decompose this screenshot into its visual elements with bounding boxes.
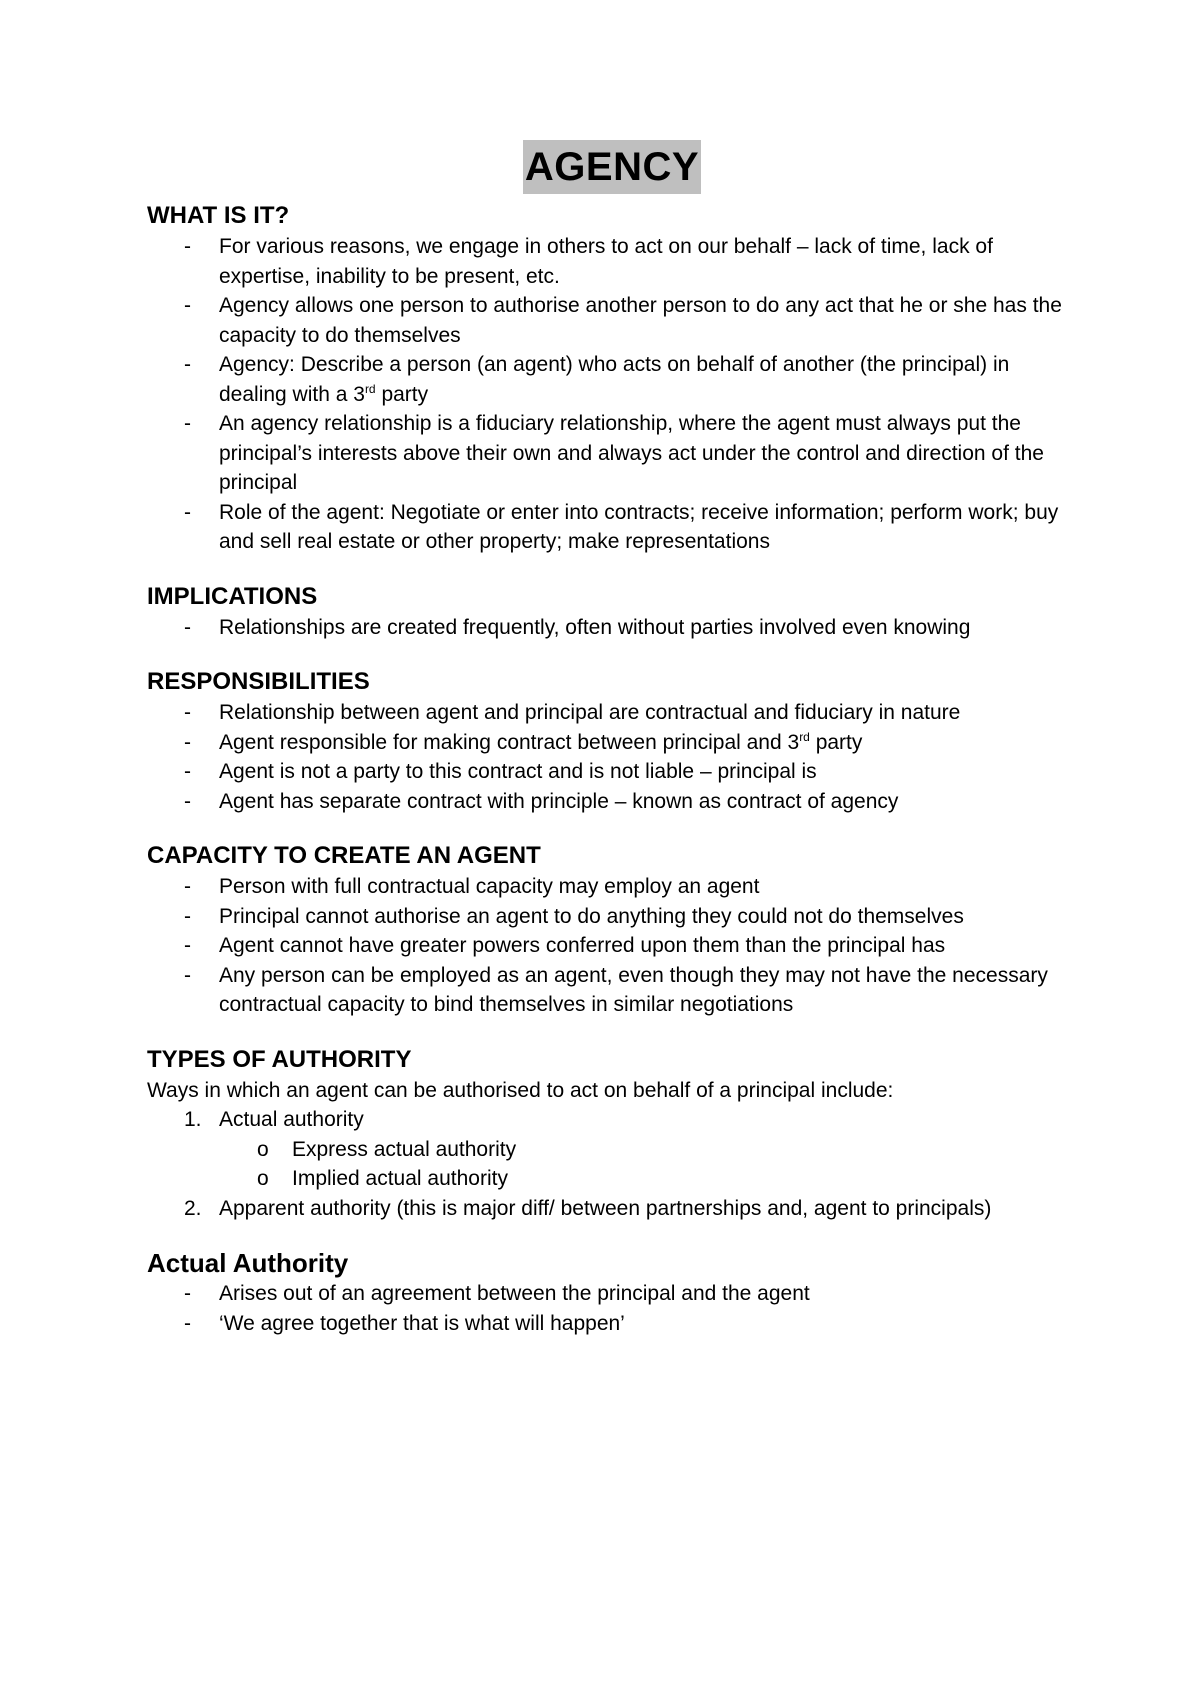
section-actual-authority [147,1247,1077,1338]
bullet-list [147,613,1077,643]
list-item-text: An agency relationship is a fiduciary relationship, where the agent must always put the principal’s interests above their own and always act under the control and direction of the principal [219,412,1044,494]
list-item-text: Agent cannot have greater powers conferred upon them than the principal has [219,934,946,957]
list-marker: - [184,760,191,783]
section-heading: RESPONSIBILITIES [147,668,370,695]
list-item-text: Relationship between agent and principal are contractual and fiduciary in nature [219,701,961,724]
list-item-text: Agency: Describe a person (an agent) who acts on behalf of another (the principal) in dealing with a 3rd party [219,353,1010,406]
list-item-text: Actual authority [219,1108,364,1131]
list-marker: - [184,904,191,928]
list-item [147,698,1077,728]
list-item-text: Agent is not a party to this contract and is not liable – principal is [219,760,817,783]
list-item-text: Implied actual authority [292,1167,508,1190]
section-heading: WHAT IS IT? [147,202,290,229]
list-item [147,787,1077,817]
list-item [147,931,1077,961]
list-item [147,757,1077,787]
list-item [147,350,1077,409]
bullet-list [147,1279,1077,1338]
list-item [147,291,1077,350]
numbered-list [147,1105,1077,1223]
list-marker: - [184,1311,191,1335]
sub-list-item [147,1135,1077,1165]
bullet-list [147,698,1077,816]
list-marker: - [184,1282,191,1305]
list-marker: - [184,730,191,754]
list-marker: - [184,353,191,376]
list-marker: - [184,412,191,435]
list-item [147,409,1077,498]
superscript: rd [364,381,376,396]
list-marker: - [184,934,191,957]
list-item-text: Agency allows one person to authorise another person to do any act that he or she has the capacity to do themselves [219,294,1062,347]
list-item-text: Agent responsible for making contract between principal and 3rd party [219,729,863,754]
list-item-text: Apparent authority (this is major diff/ between partnerships and, agent to principals) [219,1196,992,1220]
section-what-is-it [147,200,1077,557]
list-item-text: For various reasons, we engage in others to act on our behalf – lack of time, lack of expertise, inability to be present, etc. [219,235,993,288]
section-heading: CAPACITY TO CREATE AN AGENT [147,842,541,869]
list-item-text: Principal cannot authorise an agent to do anything they could not do themselves [219,904,964,928]
list-item-text: Agent has separate contract with principle – known as contract of agency [219,789,899,813]
title-wrap [147,140,1077,194]
list-marker: - [184,500,191,524]
sub-list [147,1135,1077,1194]
section-intro: Ways in which an agent can be authorised to act on behalf of a principal include: [147,1078,894,1102]
numbered-item [147,1105,1077,1135]
list-item [147,232,1077,291]
list-marker: - [184,875,191,898]
list-marker: - [184,235,191,258]
document-page [147,140,1077,1362]
bullet-list [147,232,1077,557]
list-marker: - [184,963,191,987]
list-item [147,1279,1077,1309]
list-marker: - [184,789,191,813]
document-title: AGENCY [523,140,701,194]
list-item-text: Person with full contractual capacity may employ an agent [219,875,760,898]
superscript: rd [799,729,810,744]
section-implications [147,581,1077,643]
list-marker: o [257,1137,269,1161]
list-item [147,728,1077,758]
list-item [147,902,1077,932]
list-item [147,498,1077,557]
list-item [147,872,1077,902]
list-item-text: Any person can be employed as an agent, even though they may not have the necessary contractual capacity to bind themselves in similar negotiations [219,963,1048,1016]
section-heading: Actual Authority [147,1248,349,1278]
list-marker: 1. [184,1108,202,1131]
section-responsibilities [147,666,1077,816]
bullet-list [147,872,1077,1020]
list-item-text: Express actual authority [292,1137,517,1161]
list-marker: - [184,615,191,639]
list-item [147,1309,1077,1339]
list-marker: o [257,1167,269,1190]
list-marker: - [184,294,191,317]
list-item-text: ‘We agree together that is what will happen’ [219,1311,625,1335]
list-item [147,613,1077,643]
section-heading: IMPLICATIONS [147,582,318,610]
list-item [147,961,1077,1020]
list-item-text: Role of the agent: Negotiate or enter into contracts; receive information; perform work; buy and sell real estate or other property; make representations [219,500,1059,553]
numbered-item [147,1194,1077,1224]
list-item-text: Relationships are created frequently, often without parties involved even knowing [219,615,971,639]
list-item-text: Arises out of an agreement between the principal and the agent [219,1282,810,1305]
section-heading: TYPES OF AUTHORITY [147,1045,412,1073]
sub-list-item [147,1164,1077,1194]
sub-list-wrap [147,1135,1077,1194]
section-capacity [147,840,1077,1020]
list-marker: 2. [184,1196,202,1220]
list-marker: - [184,701,191,724]
section-types-of-authority [147,1044,1077,1224]
